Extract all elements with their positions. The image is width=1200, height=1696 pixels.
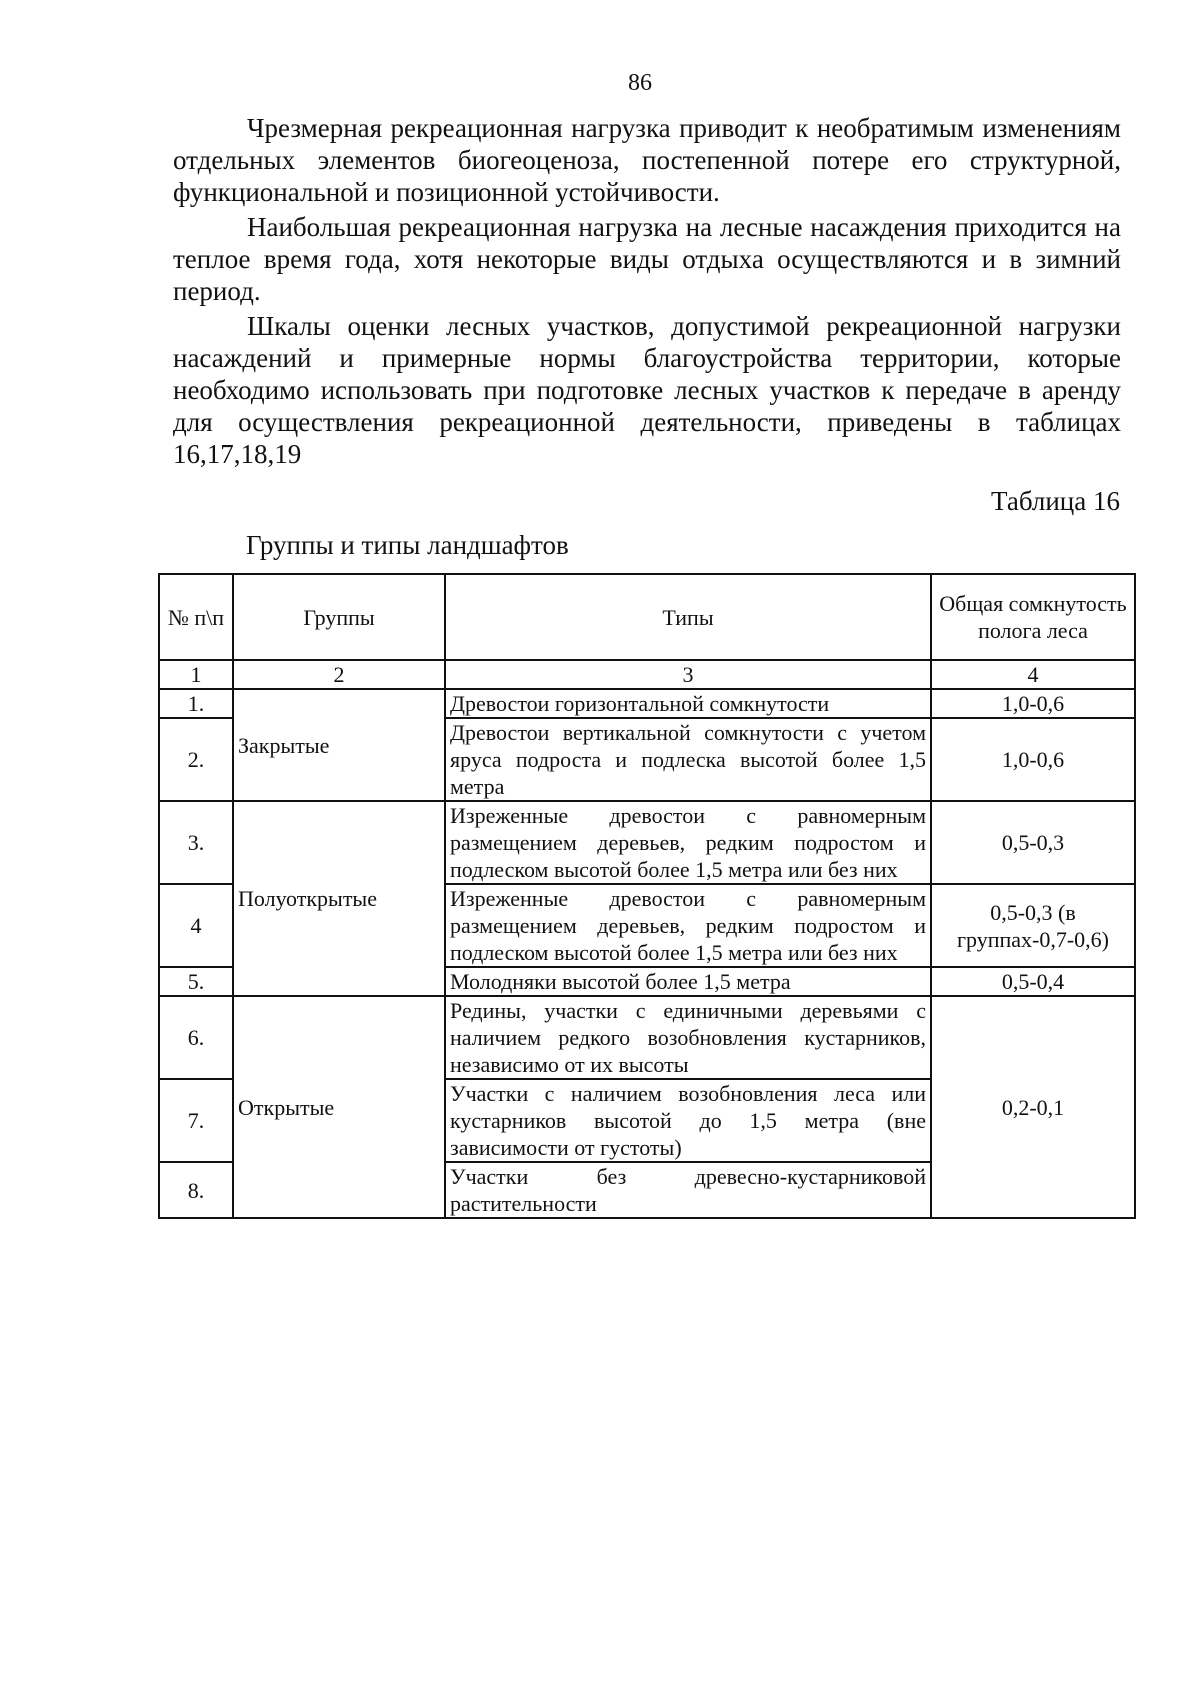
type-cell: Изреженные древостои с равномерным размещением деревьев, редким подростом и подлеском высотой более 1,5 метра или без них <box>445 801 931 884</box>
type-cell: Древостои вертикальной сомкнутости с учетом яруса подроста и подлеска высотой более 1,5 метра <box>445 718 931 801</box>
group-cell: Открытые <box>233 996 445 1218</box>
row-number: 4 <box>159 884 233 967</box>
landscape-table <box>158 573 1136 1219</box>
type-cell: Молодняки высотой более 1,5 метра <box>445 967 931 996</box>
density-cell: 1,0-0,6 <box>931 718 1135 801</box>
density-cell: 0,5-0,3 (в группах-0,7-0,6) <box>931 884 1135 967</box>
page-number: 86 <box>628 70 652 96</box>
density-cell: 0,5-0,3 <box>931 801 1135 884</box>
table-row <box>159 996 1135 1079</box>
table-header-row <box>159 574 1135 660</box>
type-cell: Изреженные древостои с равномерным размещением деревьев, редким подростом и подлеском высотой более 1,5 метра или без них <box>445 884 931 967</box>
paragraph: Чрезмерная рекреационная нагрузка приводит к необратимым изменениям отдельных элементов биогеоценоза, постепенной потере его структурной, функциональной и позиционной устойчивости. <box>173 113 1121 207</box>
type-cell: Участки без древесно-кустарниковой растительности <box>445 1162 931 1218</box>
table-row <box>159 689 1135 718</box>
header-density: Общая сомкнутость полога леса <box>931 574 1135 660</box>
density-cell: 1,0-0,6 <box>931 689 1135 718</box>
density-cell: 0,2-0,1 <box>931 996 1135 1218</box>
group-cell: Закрытые <box>233 689 445 801</box>
paragraph: Наибольшая рекреационная нагрузка на лесные насаждения приходится на теплое время года, хотя некоторые виды отдыха осуществляются и в зимний период. <box>173 212 1121 306</box>
type-cell: Редины, участки с единичными деревьями с наличием редкого возобновления кустарников, независимо от их высоты <box>445 996 931 1079</box>
row-number: 1. <box>159 689 233 718</box>
row-number: 2. <box>159 718 233 801</box>
type-cell: Древостои горизонтальной сомкнутости <box>445 689 931 718</box>
paragraph: Шкалы оценки лесных участков, допустимой рекреационной нагрузки насаждений и примерные нормы благоустройства территории, которые необходимо использовать при подготовке лесных участков к передаче в аренду для осуществления рекреационной деятельности, приведены в таблицах 16,17,18,19 <box>173 311 1121 469</box>
row-number: 7. <box>159 1079 233 1162</box>
type-cell: Участки с наличием возобновления леса или кустарников высотой до 1,5 метра (вне зависимости от густоты) <box>445 1079 931 1162</box>
density-cell: 0,5-0,4 <box>931 967 1135 996</box>
column-number-row <box>159 660 1135 689</box>
column-number: 4 <box>931 660 1135 689</box>
header-types: Типы <box>445 574 931 660</box>
row-number: 5. <box>159 967 233 996</box>
table-caption: Группы и типы ландшафтов <box>246 530 569 560</box>
group-cell: Полуоткрытые <box>233 801 445 996</box>
row-number: 3. <box>159 801 233 884</box>
row-number: 6. <box>159 996 233 1079</box>
table-row <box>159 801 1135 884</box>
header-groups: Группы <box>233 574 445 660</box>
body-text <box>173 112 1121 473</box>
row-number: 8. <box>159 1162 233 1218</box>
table-label: Таблица 16 <box>991 486 1120 516</box>
column-number: 3 <box>445 660 931 689</box>
column-number: 1 <box>159 660 233 689</box>
column-number: 2 <box>233 660 445 689</box>
header-number: № п\п <box>159 574 233 660</box>
